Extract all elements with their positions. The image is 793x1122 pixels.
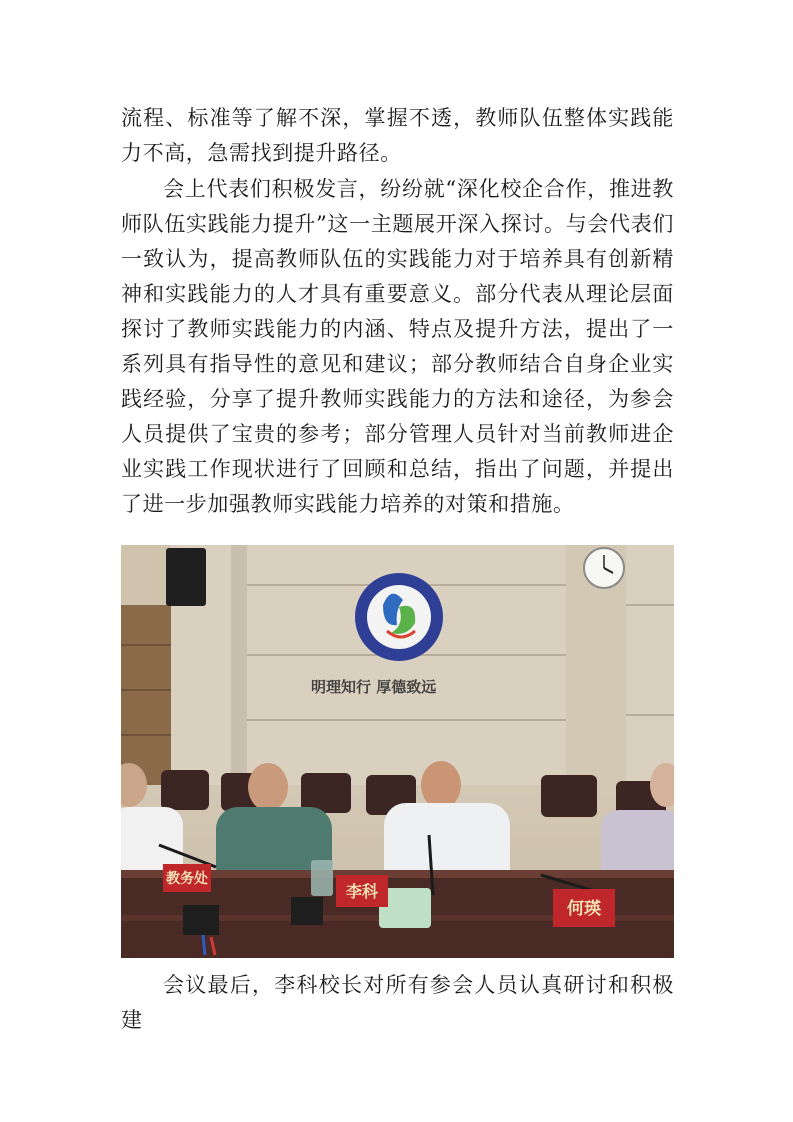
meeting-photo	[121, 545, 674, 958]
paragraph-3: 会议最后，李科校长对所有参会人员认真研讨和积极建	[121, 973, 674, 1032]
paragraph-2: 会上代表们积极发言，纷纷就“深化校企合作，推进教师队伍实践能力提升”这一主题展开深入探讨。与会代表们一致认为，提高教师队伍的实践能力对于培养具有创新精神和实践能力的人才具有重要意义。部分代表从理论层面探讨了教师实践能力的内涵、特点及提升方法，提出了一系列具有指导性的意见和建议；部分教师结合自身企业实践经验，分享了提升教师实践能力的方法和途径，为参会人员提供了宝贵的参考；部分管理人员针对当前教师进企业实践工作现状进行了回顾和总结，指出了问题，并提出了进一步加强教师实践能力培养的对策和措施。	[121, 177, 674, 516]
nameplate-2	[336, 875, 388, 907]
wall-motto: 明理知行 厚德致远	[311, 678, 437, 696]
nameplate-3-text: 何瑛	[567, 899, 601, 919]
nameplate-1	[163, 864, 211, 892]
paragraph-1: 流程、标准等了解不深，掌握不透，教师队伍整体实践能力不高，急需找到提升路径。	[121, 106, 674, 165]
school-logo-icon	[355, 573, 443, 661]
nameplate-2-text: 李科	[345, 882, 379, 901]
nameplate-3	[553, 889, 615, 927]
nameplate-1-text: 教务处	[166, 871, 208, 887]
speaker-icon	[166, 548, 206, 606]
